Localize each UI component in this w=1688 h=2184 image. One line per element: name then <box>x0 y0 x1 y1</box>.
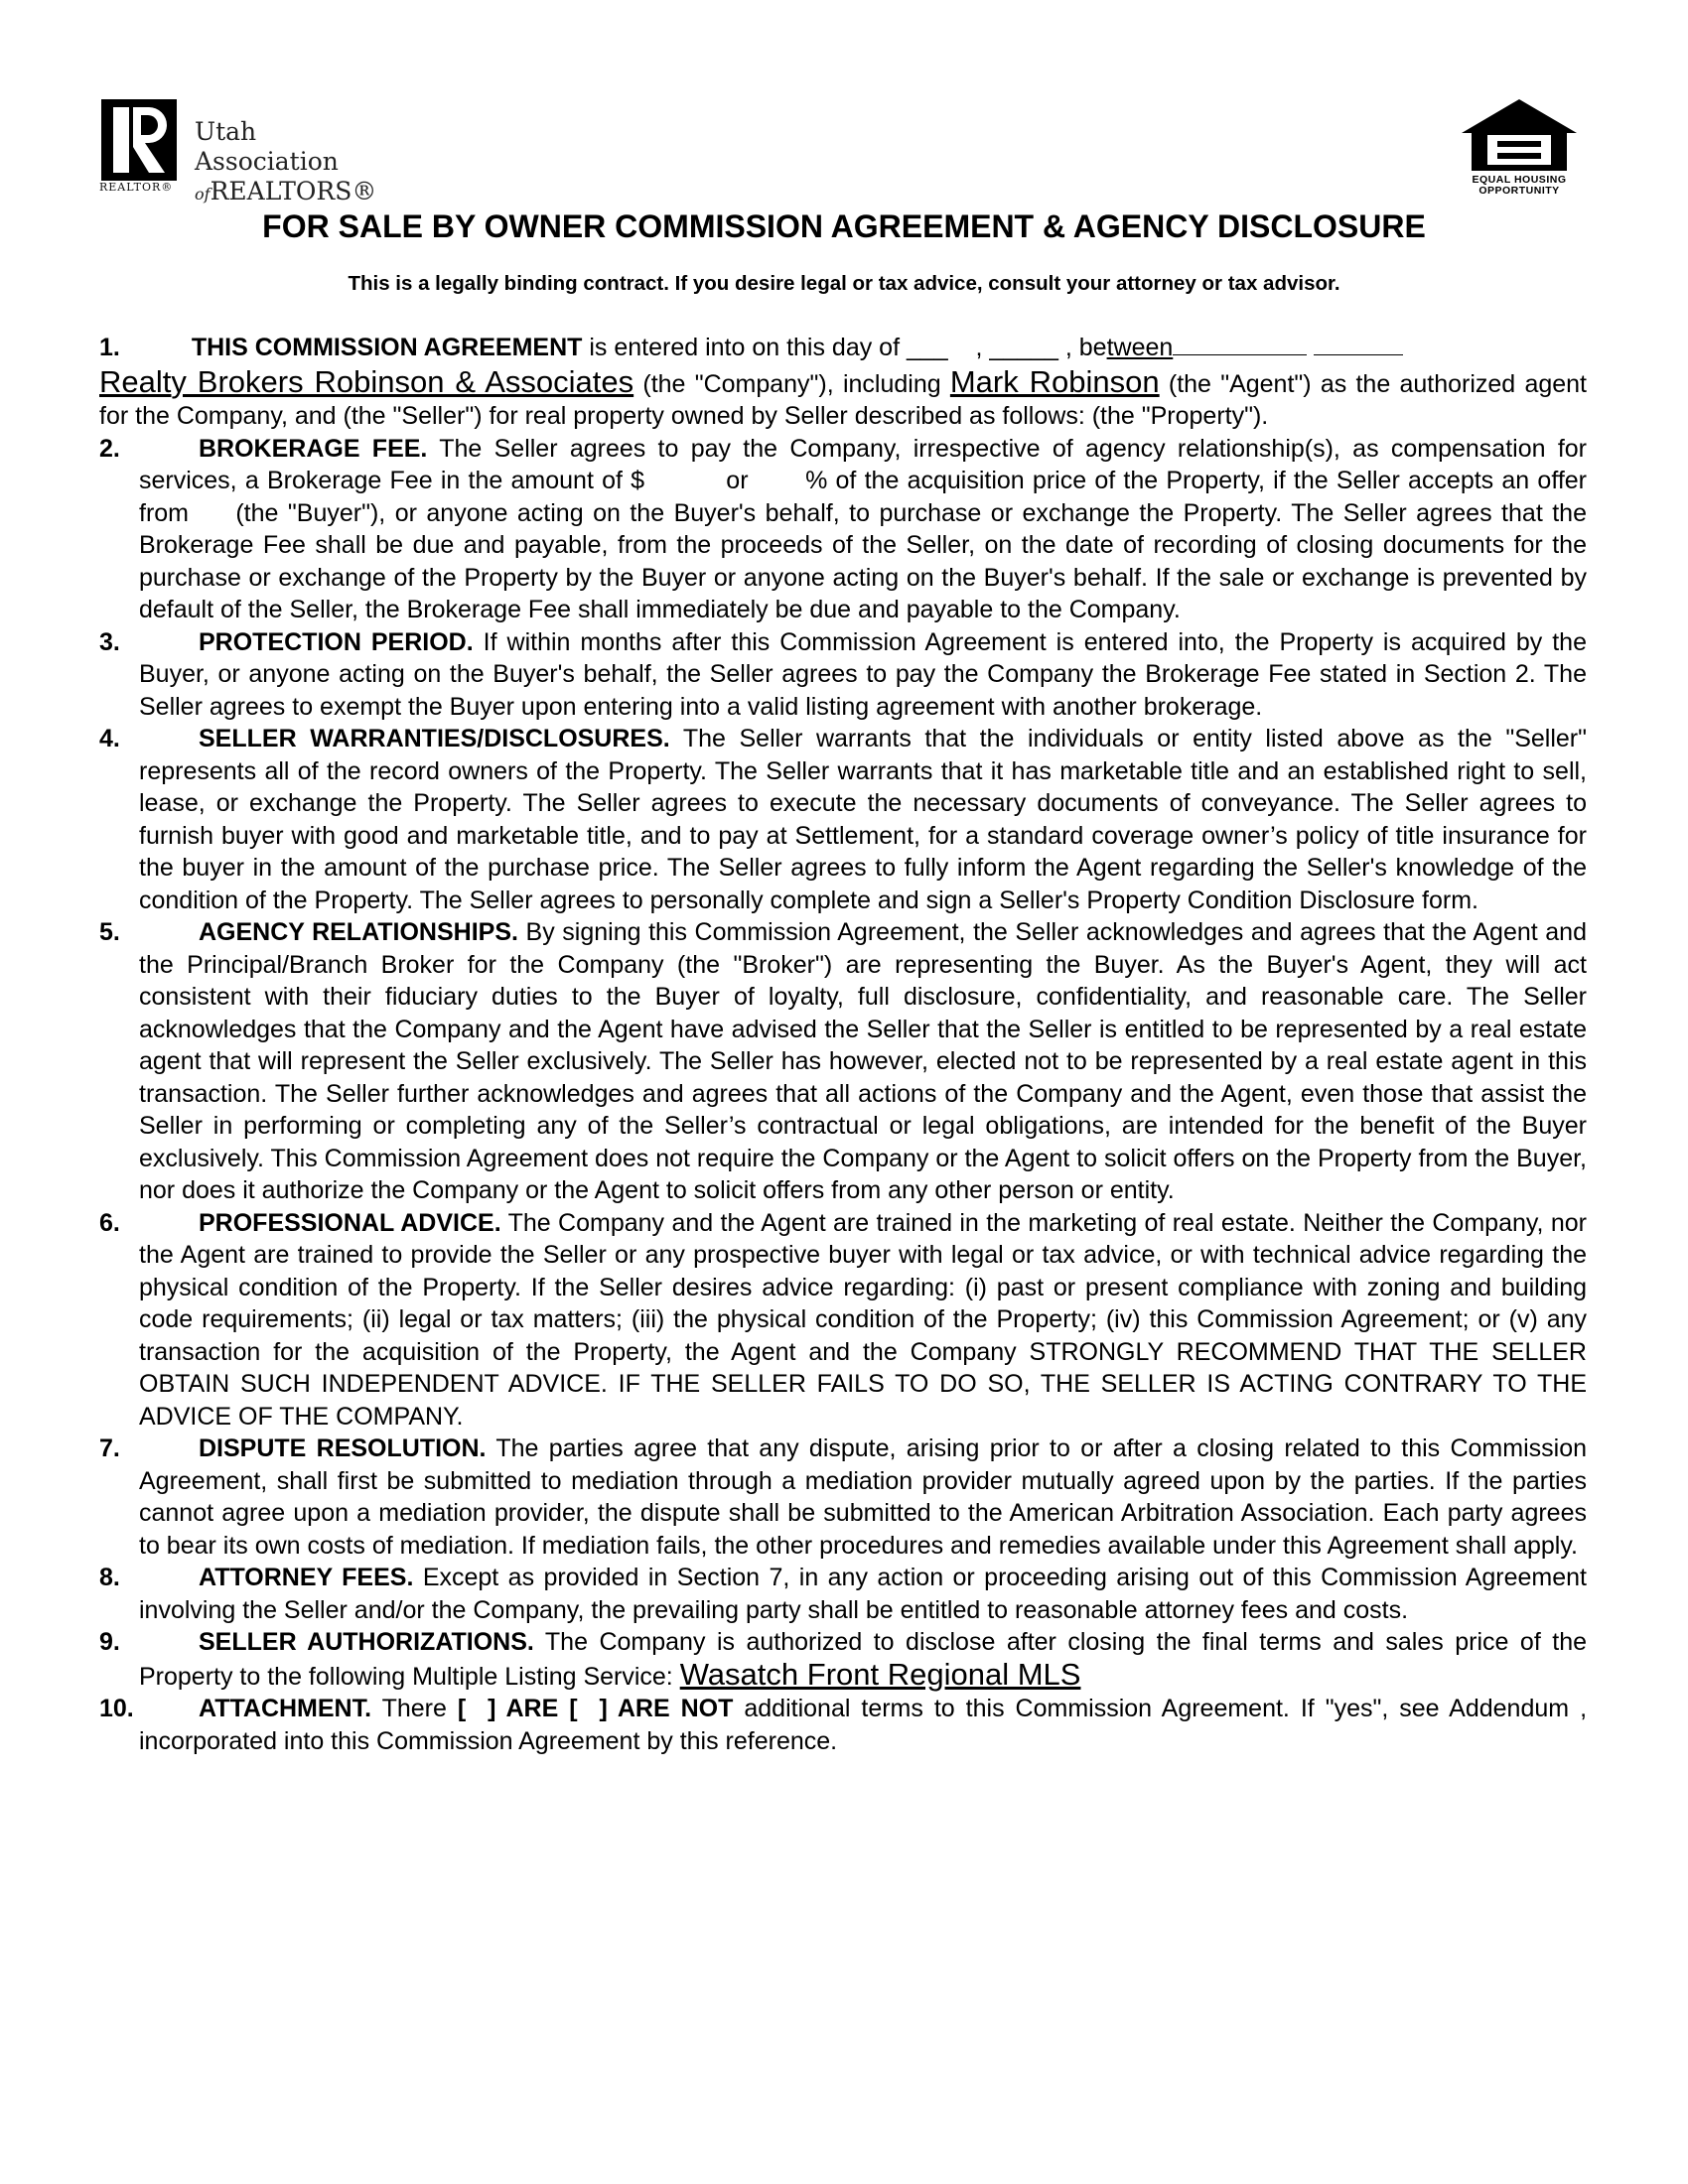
section-5: 5. AGENCY RELATIONSHIPS. By signing this Commission Agreement, the Seller acknowledges and agrees that the Agent and the Principal/Branch Broker for the Company (the "Broker") are representing the Buyer. As the Buyer's Agent, they will act consistent with their fiduciary duties to the Buyer of loyalty, full disclosure, confidentiality, and reasonable care. The Seller acknowledges that the Company and the Agent have advised the Seller that the Seller is entitled to be represented by a real estate agent that will represent the Seller exclusively. The Seller has however, elected not to be represented by a real estate agent in this transaction. The Seller further acknowledges and agrees that all actions of the Company and the Agent, even those that assist the Seller in performing or completing any of the Seller’s contractual or legal obligations, are intended for the benefit of the Buyer exclusively. This Commission Agreement does not require the Company or the Agent to solicit offers on the Property from the Buyer, nor does it authorize the Company or the Agent to solicit offers from any other person or entity. <box>99 918 1587 1204</box>
section-number: 6. <box>99 1208 120 1237</box>
section-number: 3. <box>99 627 120 656</box>
section-2: 2. BROKERAGE FEE. The Seller agrees to pay the Company, irrespective of agency relationship(s), as compensation for services, a Brokerage Fee in the amount of $ or % of the acquisition price of the Property, if the Seller accepts an offer from (the "Buyer"), or anyone acting on the Buyer's behalf, to purchase or exchange the Property. The Seller agrees that the Brokerage Fee shall be due and payable, from the proceeds of the Seller, on the date of recording of closing documents for the purchase or exchange of the Property by the Buyer or anyone acting on the Buyer's behalf. If the sale or exchange is prevented by default of the Seller, the Brokerage Fee shall immediately be due and payable to the Company. <box>99 434 1594 623</box>
document-subtitle: This is a legally binding contract. If you desire legal or tax advice, consult your attorney or tax advisor. <box>348 272 1340 295</box>
section-heading: ATTACHMENT. <box>199 1695 372 1722</box>
section-8: 8. ATTORNEY FEES. Except as provided in Section 7, in any action or proceeding arising out of this Commission Agreement involving the Seller and/or the Company, the prevailing party shall be entitled to reasonable attorney fees and costs. <box>99 1564 1587 1624</box>
section-heading: THIS COMMISSION AGREEMENT <box>191 334 583 361</box>
attachment-are-not-checkbox[interactable]: [ ] ARE NOT <box>569 1695 734 1722</box>
document-title: FOR SALE BY OWNER COMMISSION AGREEMENT & AGENCY DISCLOSURE <box>262 208 1426 244</box>
section-6: 6. PROFESSIONAL ADVICE. The Company and the Agent are trained in the marketing of real estate. Neither the Company, nor the Agent are trained to provide the Seller or any prospective buyer with legal or tax advice, or with technical advice regarding the physical condition of the Property. If the Seller desires advice regarding: (i) past or present compliance with zoning and building code requirements; (ii) legal or tax matters; (iii) the physical condition of the Property; (iv) this Commission Agreement; or (v) any transaction for the acquisition of the Property, the Agent and the Company STRONGLY RECOMMEND THAT THE SELLER OBTAIN SUCH INDEPENDENT ADVICE. IF THE SELLER FAILS TO DO SO, THE SELLER IS ACTING CONTRARY TO THE ADVICE OF THE COMPANY. <box>99 1208 1587 1431</box>
section-number: 7. <box>99 1434 120 1462</box>
realtor-r-mark-icon <box>101 99 177 181</box>
realtor-association-name: Utah Association ofREALTORS® <box>195 117 377 205</box>
agreement-body <box>99 332 1594 1757</box>
section-7: 7. DISPUTE RESOLUTION. The parties agree that any dispute, arising prior to or after a closing related to this Commission Agreement, shall first be submitted to mediation through a mediation provider mutually agreed upon by the parties. If the parties cannot agree upon a mediation provider, the dispute shall be submitted to the American Arbitration Association. Each party agrees to bear its own costs of mediation. If mediation fails, the other procedures and remedies available under this Agreement shall apply. <box>99 1434 1588 1560</box>
section-number: 4. <box>99 725 120 752</box>
section-heading: SELLER WARRANTIES/DISCLOSURES. <box>199 725 670 752</box>
realtor-logo <box>99 95 397 205</box>
section-number: 1. <box>99 334 120 361</box>
section-number: 5. <box>99 918 120 946</box>
company-name-field: Realty Brokers Robinson & Associates <box>99 363 634 399</box>
party-blank-2 <box>1314 333 1403 355</box>
section-1: 1. THIS COMMISSION AGREEMENT is entered into on this day of ___ , _____ , between Realty Brokers Robinson & Associates (the "Company"), including Mark Robinson (the "Agent") as the authorized agent for the Company, and (the "Seller") for real property owned by Seller described as follows: (the "Property"). <box>99 334 1588 430</box>
day-blank: ___ <box>906 334 948 361</box>
party-blank <box>1173 333 1307 355</box>
mls-name-field: Wasatch Front Regional MLS <box>679 1656 1081 1692</box>
section-number: 10. <box>99 1695 134 1722</box>
attachment-are-checkbox[interactable]: [ ] ARE <box>457 1695 559 1722</box>
section-4: 4. SELLER WARRANTIES/DISCLOSURES. The Seller warrants that the individuals or entity listed above as the "Seller" represents all of the record owners of the Property. The Seller warrants that it has marketable title and an established right to sell, lease, or exchange the Property. The Seller agrees to execute the necessary documents of conveyance. The Seller agrees to furnish buyer with good and marketable title, and to pay at Settlement, for a standard coverage owner’s policy of title insurance for the buyer in the amount of the purchase price. The Seller agrees to fully inform the Agent regarding the Seller's knowledge of the condition of the Property. The Seller agrees to personally complete and sign a Seller's Property Condition Disclosure form. <box>99 725 1587 914</box>
section-10: 10. ATTACHMENT. There [ ] ARE [ ] ARE NOT additional terms to this Commission Agreement. If "yes", see Addendum , incorporated into this Commission Agreement by this reference. <box>99 1695 1588 1755</box>
section-heading: ATTORNEY FEES. <box>199 1564 414 1591</box>
section-number: 8. <box>99 1564 120 1591</box>
section-heading: AGENCY RELATIONSHIPS. <box>199 918 518 946</box>
section-heading: PROFESSIONAL ADVICE. <box>199 1208 501 1237</box>
equal-housing-caption: EQUAL HOUSING OPPORTUNITY <box>1472 174 1567 197</box>
equal-housing-house-icon <box>1458 95 1581 175</box>
section-3: 3. PROTECTION PERIOD. If within months after this Commission Agreement is entered into, the Property is acquired by the Buyer, or anyone acting on the Buyer's behalf, the Seller agrees to pay the Company the Brokerage Fee stated in Section 2. The Seller agrees to exempt the Buyer upon entering into a valid listing agreement with another brokerage. <box>99 627 1587 721</box>
section-heading: SELLER AUTHORIZATIONS. <box>199 1628 534 1656</box>
year-blank: _____ <box>989 334 1058 361</box>
section-number: 9. <box>99 1628 120 1656</box>
equal-housing-logo <box>1458 95 1581 205</box>
section-number: 2. <box>99 434 120 463</box>
realtor-mark-label: REALTOR® <box>99 181 174 194</box>
section-heading: BROKERAGE FEE. <box>199 434 428 463</box>
section-heading: DISPUTE RESOLUTION. <box>199 1434 487 1462</box>
section-heading: PROTECTION PERIOD. <box>199 627 474 656</box>
agent-name-field: Mark Robinson <box>949 363 1160 399</box>
section-9: 9. SELLER AUTHORIZATIONS. The Company is authorized to disclose after closing the final terms and sales price of the Property to the following Multiple Listing Service: Wasatch Front Regional MLS <box>99 1628 1587 1692</box>
